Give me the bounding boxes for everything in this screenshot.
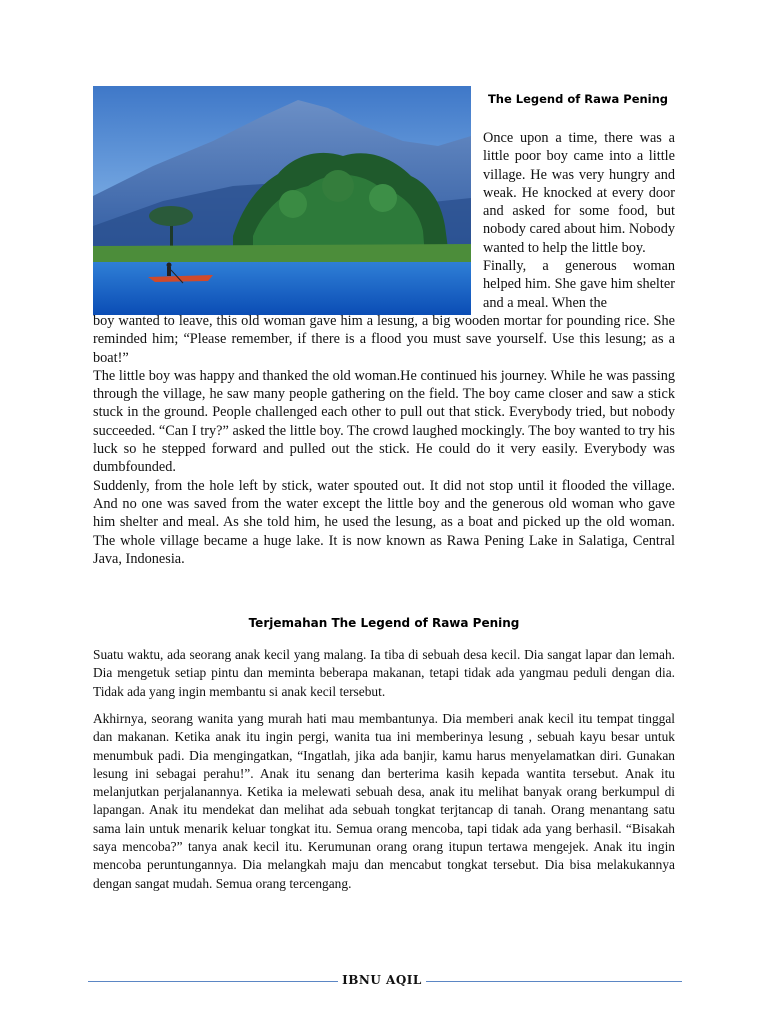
paragraph: Finally, a generous woman helped him. She gave him shelter and a meal. When the <box>483 258 675 311</box>
lake-mountain-photo <box>93 86 471 315</box>
full-width-text <box>93 312 675 568</box>
wrapped-text-column <box>483 129 675 312</box>
translation-paragraph-1 <box>93 646 675 701</box>
paragraph: Once upon a time, there was a little poor boy came into a little village. He was very hungry and weak. He knocked at every door and asked for some food, but nobody cared about him. Nobody wanted to help the little boy. <box>483 130 675 256</box>
translation-paragraph-2 <box>93 710 675 893</box>
paragraph: boy wanted to leave, this old woman gave him a lesung, a big wooden mortar for pounding rice. She reminded him; “Please remember, if there is a flood you must save yourself. Use this lesung; as a boat!” <box>93 313 675 366</box>
footer-rule-right <box>426 981 682 982</box>
article-title: The Legend of Rawa Pening <box>487 92 669 106</box>
footer-rule-left <box>88 981 338 982</box>
paragraph: The little boy was happy and thanked the old woman.He continued his journey. While he was passing through the village, he saw many people gathering on the field. The boy came closer and saw a stick stuck in the ground. People challenged each other to pull out that stick. Everybody tried, but nobody succeeded. “Can I try?” asked the little boy. The crowd laughed mockingly. The boy wanted to try his luck so he stepped forward and pulled out the stick. He could do it very easily. Everybody was dumbfounded. <box>93 367 675 476</box>
paragraph: Akhirnya, seorang wanita yang murah hati mau membantunya. Dia memberi anak kecil itu tempat tinggal dan makanan. Ketika anak itu ingin pergi, wanita tua ini memberinya lesung , sebuah kayu besar untuk menumbuk padi. Dia mengingatkan, “Ingatlah, jika ada banjir, kamu harus menyelamatkan diri. Gunakan lesung ini sebagai perahu!”. Anak itu senang dan berterima kasih kepada wantita tersebut. Anak itu melanjutkan perjalanannya. Ketika ia melewati sebuah desa, anak itu melihat banyak orang berkumpul di lapangan. Anak itu mendekat dan melihat ada sebuah tongkat terjtancap di tanah. Orang menantang satu sama lain untuk menarik keluar tongkat itu. Semua orang mencoba, tapi tidak ada yang berhasil. “Bisakah saya mencoba?” tanya anak kecil itu. Kerumunan orang orang itupun tertawa mengejek. Anak itu ingin mencoba peruntungannya. Dia melangkah maju dan mencabut tongkat tersebut. Dia bisa melakukannya dengan sangat mudah. Semua orang tercengang. <box>93 711 675 891</box>
footer-author: IBNU AQIL <box>342 973 422 987</box>
paragraph: Suddenly, from the hole left by stick, water spouted out. It did not stop until it flooded the village. And no one was saved from the water except the little boy and the generous old woman who gave him shelter and meal. As she told him, he used the lesung, as a boat and picked up the old woman. The whole village became a huge lake. It is now known as Rawa Pening Lake in Salatiga, Central Java, Indonesia. <box>93 477 675 567</box>
translation-title: Terjemahan The Legend of Rawa Pening <box>248 616 520 630</box>
paragraph: Suatu waktu, ada seorang anak kecil yang malang. Ia tiba di sebuah desa kecil. Dia sangat lapar dan lemah. Dia mengetuk setiap pintu dan meminta beberapa makanan, tetapi tidak ada yangmau peduli dengan dia. Tidak ada yang ingin membantu si anak kecil tersebut. <box>93 647 675 699</box>
